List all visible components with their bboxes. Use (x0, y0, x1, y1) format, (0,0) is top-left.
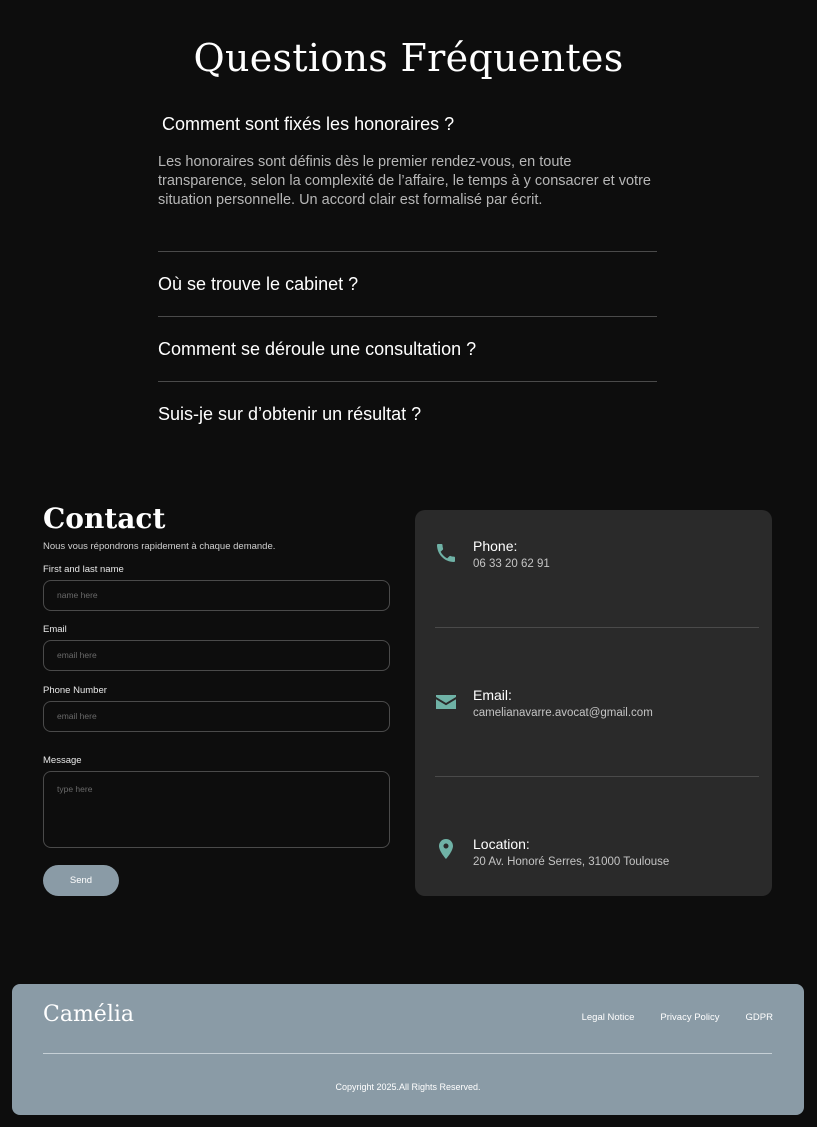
faq-answer: Les honoraires sont définis dès le premier rendez-vous, en toute transparence, selon la complexité de l’affaire, le temps à y consacrer et votre situation personnelle. Un accord clair est formalisé par écrit. (158, 154, 651, 208)
footer-brand[interactable]: Camélia (43, 1002, 135, 1027)
footer (12, 984, 804, 1115)
faq-item-consultation (158, 333, 657, 365)
map-pin-icon (434, 837, 458, 861)
email-label: Email (43, 624, 67, 635)
faq-title: Questions Fréquentes (193, 36, 624, 80)
info-divider (435, 627, 759, 628)
email-label: Email: (473, 687, 512, 703)
envelope-icon (434, 690, 458, 714)
phone-value[interactable]: 06 33 20 62 91 (473, 558, 550, 570)
phone-label: Phone Number (43, 685, 107, 696)
name-label: First and last name (43, 564, 124, 575)
faq-item-fees (158, 108, 657, 210)
footer-links (582, 1012, 773, 1023)
contact-title: Contact (43, 502, 166, 535)
email-field[interactable]: email here (43, 640, 390, 671)
faq-question[interactable]: Suis-je sur d’obtenir un résultat ? (158, 404, 422, 424)
copyright: Copyright 2025.All Rights Reserved. (335, 1082, 481, 1092)
faq-divider (158, 251, 657, 252)
gdpr-link[interactable]: GDPR (745, 1012, 773, 1023)
phone-label: Phone: (473, 538, 518, 554)
faq-question[interactable]: Où se trouve le cabinet ? (158, 274, 359, 294)
privacy-policy-link[interactable]: Privacy Policy (660, 1012, 720, 1023)
phone-icon (434, 541, 458, 565)
location-label: Location: (473, 836, 530, 852)
send-button[interactable]: Send (43, 865, 119, 896)
faq-divider (158, 381, 657, 382)
phone-field[interactable]: email here (43, 701, 390, 732)
message-label: Message (43, 755, 82, 766)
name-field[interactable]: name here (43, 580, 390, 611)
message-field[interactable]: type here (43, 771, 390, 848)
faq-question[interactable]: Comment sont fixés les honoraires ? (162, 114, 455, 134)
faq-list (158, 108, 657, 430)
faq-divider (158, 316, 657, 317)
info-divider (435, 776, 759, 777)
email-value[interactable]: camelianavarre.avocat@gmail.com (473, 707, 653, 719)
faq-item-result (158, 398, 657, 430)
location-value: 20 Av. Honoré Serres, 31000 Toulouse (473, 856, 670, 868)
footer-divider (43, 1053, 772, 1054)
legal-notice-link[interactable]: Legal Notice (581, 1012, 635, 1023)
faq-question[interactable]: Comment se déroule une consultation ? (158, 339, 477, 359)
faq-item-location (158, 268, 657, 300)
contact-info-card (415, 510, 772, 896)
contact-subtitle: Nous vous répondrons rapidement à chaque demande. (43, 541, 276, 552)
